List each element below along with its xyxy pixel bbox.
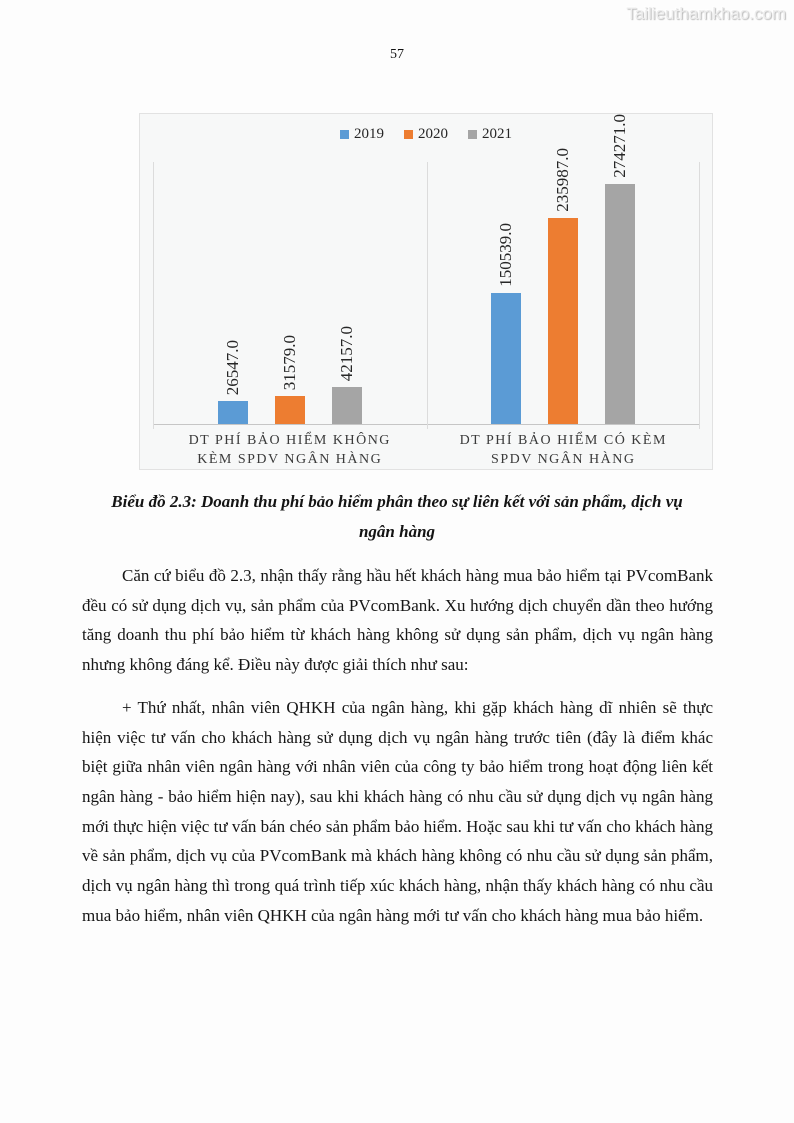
bar-2021-group1	[332, 387, 362, 424]
category-label-1	[153, 431, 427, 469]
legend-swatch-icon	[404, 130, 413, 139]
legend-item-2021	[468, 126, 512, 143]
bar-2021-group2	[605, 184, 635, 424]
paragraph-2: + Thứ nhất, nhân viên QHKH của ngân hàng, khi gặp khách hàng dĩ nhiên sẽ thực hiện việc tư vấn cho khách hàng sử dụng dịch vụ ngân hàng trước tiên (đây là điểm khác biệt giữa nhân viên ngân hàng với nhân viên của công ty bảo hiểm trong hoạt động liên kết ngân hàng - bảo hiểm hiện nay), sau khi khách hàng có nhu cầu sử dụng dịch vụ ngân hàng mới thực hiện việc tư vấn bán chéo sản phẩm bảo hiểm. Hoặc sau khi tư vấn cho khách hàng về sản phẩm, dịch vụ của PVcomBank mà khách hàng không có nhu cầu sử dụng sản phẩm, dịch vụ ngân hàng thì trong quá trình tiếp xúc khách hàng, nhận thấy khách hàng có nhu cầu mua bảo hiểm, nhân viên QHKH của ngân hàng mới tư vấn cho khách hàng mua bảo hiểm.	[82, 697, 713, 925]
legend-item-2019	[340, 126, 384, 143]
category-label-line: SPDV NGÂN HÀNG	[491, 452, 636, 467]
bar-2020-group2	[548, 218, 578, 424]
bar-value-label: 31579.0	[279, 334, 299, 390]
category-axis-labels	[153, 431, 700, 469]
category-divider-line	[427, 162, 428, 429]
legend-label: 2021	[482, 126, 512, 142]
legend-item-2020	[404, 126, 448, 143]
paragraph-1: Căn cứ biểu đồ 2.3, nhận thấy rằng hầu hết khách hàng mua bảo hiểm tại PVcomBank đều có sử dụng dịch vụ, sản phẩm của PVcomBank. Xu hướng dịch chuyển dần theo hướng tăng doanh thu phí bảo hiểm từ khách hàng không sử dụng sản phẩm, dịch vụ ngân hàng nhưng không đáng kể. Điều này được giải thích như sau:	[82, 566, 713, 675]
chart-caption-line1: Biểu đồ 2.3: Doanh thu phí bảo hiểm phân theo sự liên kết với sản phẩm, dịch vụ	[111, 492, 683, 511]
bar-value-label: 235987.0	[553, 148, 573, 212]
bar-2019-group2	[491, 293, 521, 424]
legend-swatch-icon	[340, 130, 349, 139]
bar-2020-group1	[275, 396, 305, 424]
category-label-2	[427, 431, 701, 469]
axis-boundary-line	[699, 162, 700, 429]
category-label-line: KÈM SPDV NGÂN HÀNG	[197, 452, 383, 467]
category-label-line: DT PHÍ BẢO HIỂM CÓ KÈM	[459, 433, 667, 448]
legend-label: 2020	[418, 126, 448, 142]
bar-chart	[139, 113, 713, 470]
legend-label: 2019	[354, 126, 384, 142]
watermark-text: Tailieuthamkhao.com	[626, 4, 786, 23]
legend-swatch-icon	[468, 130, 477, 139]
page-number: 57	[390, 47, 404, 62]
bar-value-label: 26547.0	[222, 339, 242, 395]
category-label-line: DT PHÍ BẢO HIỂM KHÔNG	[188, 433, 391, 448]
bar-value-label: 150539.0	[496, 223, 516, 287]
chart-caption-line2: ngân hàng	[358, 522, 436, 541]
chart-caption	[0, 487, 794, 547]
axis-boundary-line	[153, 162, 154, 429]
bar-value-label: 274271.0	[610, 114, 630, 178]
body-text	[82, 561, 713, 943]
bar-2019-group1	[218, 401, 248, 424]
bar-value-label: 42157.0	[336, 325, 356, 381]
